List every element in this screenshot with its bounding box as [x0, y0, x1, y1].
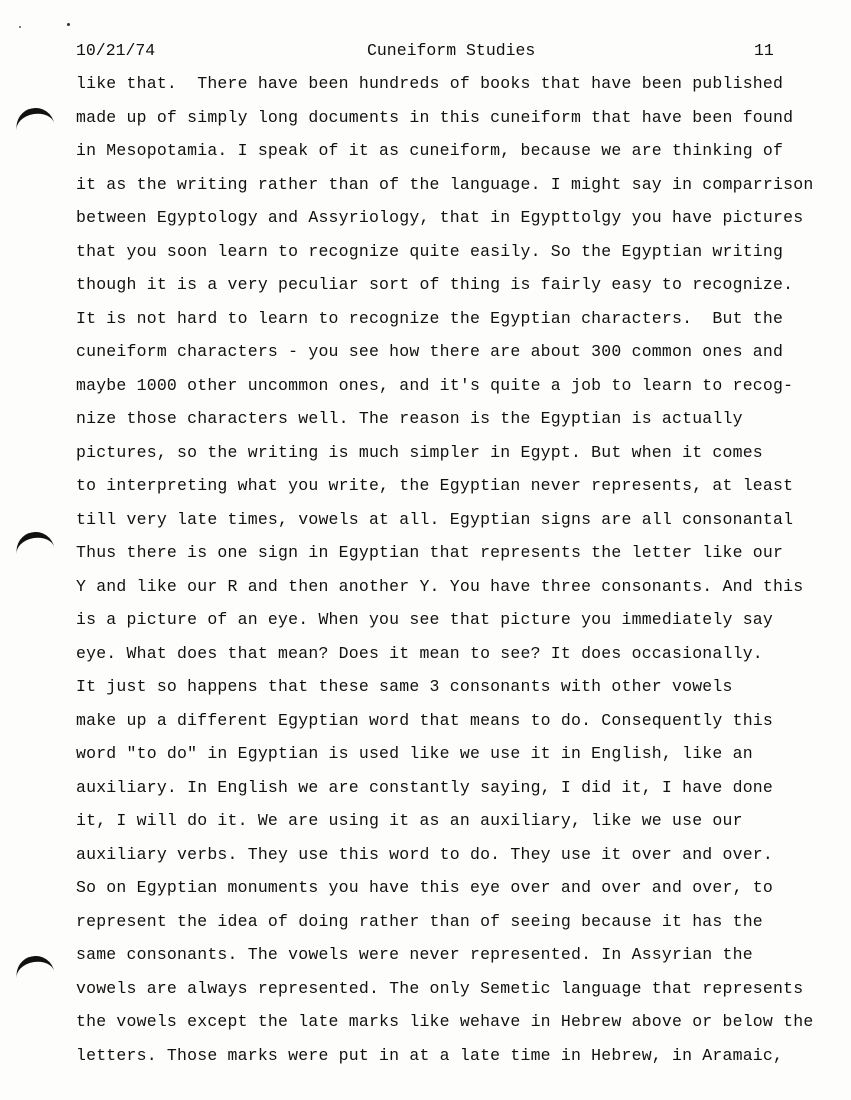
- text-line: eye. What does that mean? Does it mean to see? It does occasionally.: [76, 643, 763, 663]
- text-line: made up of simply long documents in this cuneiform that have been found: [76, 107, 794, 127]
- text-line: It is not hard to learn to recognize the Egyptian characters. But the: [76, 308, 784, 328]
- body-text: [76, 72, 821, 1077]
- text-line: it as the writing rather than of the language. I might say in comparrison: [76, 174, 814, 194]
- punch-hole-mark: [14, 105, 57, 143]
- paper-speck: [19, 26, 21, 28]
- text-line: like that. There have been hundreds of books that have been published: [76, 74, 784, 93]
- text-line: represent the idea of doing rather than of seeing because it has the: [76, 911, 763, 931]
- text-line: same consonants. The vowels were never represented. In Assyrian the: [76, 945, 753, 964]
- text-line: though it is a very peculiar sort of thing is fairly easy to recognize.: [76, 275, 794, 294]
- header-title: Cuneiform Studies: [367, 41, 536, 60]
- text-line: to interpreting what you write, the Egyptian never represents, at least: [76, 476, 794, 495]
- header-date: 10/21/74: [76, 41, 156, 60]
- text-line: Thus there is one sign in Egyptian that represents the letter like our: [76, 543, 784, 562]
- text-line: the vowels except the late marks like wehave in Hebrew above or below the: [76, 1012, 814, 1031]
- text-line: word "to do" in Egyptian is used like we use it in English, like an: [76, 744, 753, 763]
- header-page-number: 11: [754, 41, 774, 60]
- page-header: [76, 40, 774, 62]
- text-line: cuneiform characters - you see how there are about 300 common ones and: [76, 342, 784, 361]
- text-line: letters. Those marks were put in at a late time in Hebrew, in Aramaic,: [76, 1045, 784, 1065]
- text-line: auxiliary. In English we are constantly saying, I did it, I have done: [76, 777, 774, 797]
- punch-hole-mark: [14, 953, 57, 991]
- text-line: that you soon learn to recognize quite easily. So the Egyptian writing: [76, 241, 784, 261]
- text-line: till very late times, vowels at all. Egyptian signs are all consonantal: [76, 509, 794, 529]
- text-line: nize those characters well. The reason is the Egyptian is actually: [76, 409, 743, 428]
- text-line: it, I will do it. We are using it as an auxiliary, like we use our: [76, 811, 743, 830]
- text-line: It just so happens that these same 3 consonants with other vowels: [76, 677, 733, 696]
- text-line: So on Egyptian monuments you have this eye over and over and over, to: [76, 878, 774, 897]
- text-line: in Mesopotamia. I speak of it as cuneiform, because we are thinking of: [76, 141, 784, 160]
- text-line: between Egyptology and Assyriology, that in Egypttolgy you have pictures: [76, 208, 804, 227]
- paper-speck: [67, 23, 70, 26]
- text-line: make up a different Egyptian word that means to do. Consequently this: [76, 710, 774, 730]
- text-line: auxiliary verbs. They use this word to do. They use it over and over.: [76, 844, 774, 864]
- text-line: vowels are always represented. The only Semetic language that represents: [76, 978, 804, 998]
- text-line: is a picture of an eye. When you see that picture you immediately say: [76, 610, 774, 629]
- text-line: maybe 1000 other uncommon ones, and it's quite a job to learn to recog-: [76, 375, 794, 395]
- text-line: Y and like our R and then another Y. You have three consonants. And this: [76, 576, 804, 596]
- punch-hole-mark: [14, 529, 57, 567]
- text-line: pictures, so the writing is much simpler in Egypt. But when it comes: [76, 442, 763, 462]
